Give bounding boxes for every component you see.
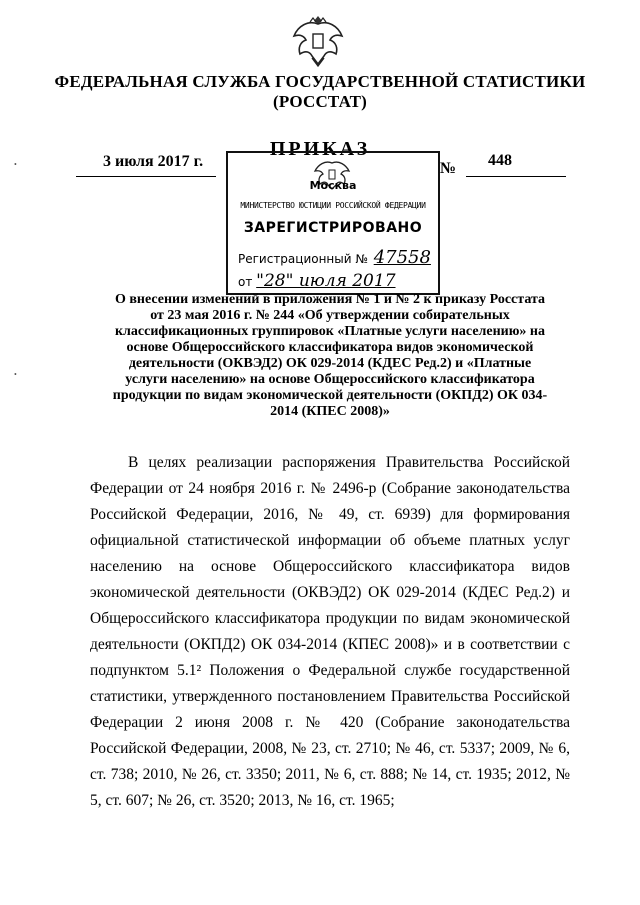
stamp-ministry: МИНИСТЕРСТВО ЮСТИЦИИ РОССИЙСКОЙ ФЕДЕРАЦИИ (240, 201, 426, 210)
document-title: О внесении изменений в приложения № 1 и № 2 к приказу Росстата от 23 мая 2016 г. № 244 «Об утверждении собирательных классификационных группировок «Платные услуги населению» на основе Общероссийского классификатора видов экономической деятельности (ОКВЭД2) ОК 029-2014 (КДЕС Ред.2) и «Платные услуги населению» на основе Общероссийского классификатора продукции по видам экономической деятельности (ОКПД2) ОК 034-2014 (КПЕС 2008)» (112, 292, 548, 419)
margin-mark: • (14, 160, 17, 169)
agency-name: ФЕДЕРАЛЬНАЯ СЛУЖБА ГОСУДАРСТВЕННОЙ СТАТИСТИКИ (54, 72, 586, 91)
registration-stamp (226, 151, 440, 295)
document-type-title: ПРИКАЗ (269, 138, 371, 160)
russian-coat-of-arms-icon (290, 12, 346, 70)
body-paragraph: В целях реализации распоряжения Правительства Российской Федерации от 24 ноября 2016 г. № 2496-р (Собрание законодательства Российской Федерации, 2016, № 49, ст. 6939) для формирования официальной статистической информации об объеме платных услуг населению на основе Общероссийского классификатора видов экономической деятельности (ОКВЭД2) ОК 029-2014 (КДЕС Ред.2) и Общероссийского классификатора продукции по видам экономической деятельности (ОКПД2) ОК 034-2014 (КПЕС 2008)» и в соответствии с подпунктом 5.1² Положения о Федеральной службе государственной статистики, утвержденного постановлением Правительства Российской Федерации 2 июня 2008 г. № 420 (Собрание законодательства Российской Федерации, 2008, № 23, ст. 2710; № 46, ст. 5337; 2009, № 6, ст. 738; 2010, № 26, ст. 3350; 2011, № 6, ст. 888; № 14, ст. 1935; 2012, № 5, ст. 607; № 26, ст. 3520; 2013, № 16, ст. 1965; (90, 454, 570, 809)
number-underline (466, 176, 566, 177)
stamp-registration-number (238, 247, 431, 268)
stamp-registered: ЗАРЕГИСТРИРОВАНО (243, 220, 423, 236)
stamp-registration-date (238, 271, 396, 291)
stamp-from-label: от (238, 275, 253, 289)
order-date: 3 июля 2017 г. (103, 153, 204, 170)
order-number: 448 (488, 152, 512, 169)
agency-abbreviation: (РОССТАТ) (272, 92, 367, 111)
stamp-reg-label: Регистрационный № (238, 252, 368, 266)
stamp-date-handwritten: "28" июля 2017 (256, 271, 396, 291)
date-underline (76, 176, 216, 177)
stamp-reg-number-handwritten: 47558 (373, 247, 431, 268)
stamp-city: Москва (309, 179, 357, 192)
order-number-sign: № (440, 160, 457, 177)
margin-mark: • (14, 370, 17, 379)
